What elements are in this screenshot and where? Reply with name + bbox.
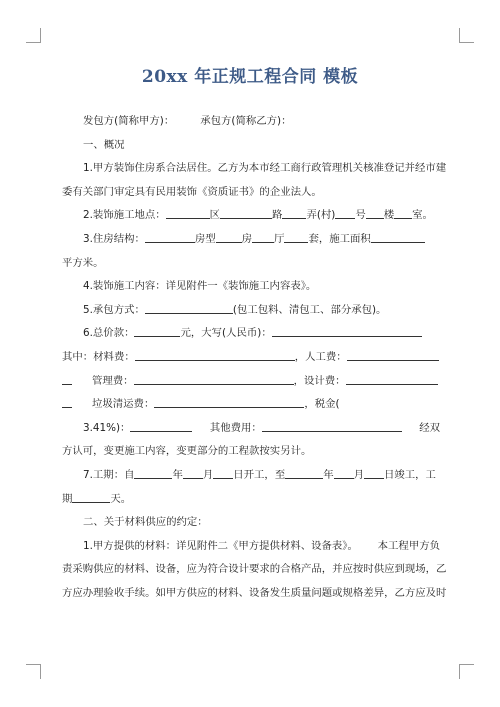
document-title: 20xx 年正规工程合同 模板	[141, 67, 359, 87]
clause-6-management-design: 管理费： ，设计费：	[62, 370, 440, 394]
clause-7-schedule: 7.工期：自 年 月 日开工，至 年 月 日竣工，工	[62, 464, 440, 488]
clause-6-waste-tax: 垃圾清运费： ，税金(	[62, 393, 440, 417]
clause-5-contract-mode: 5.承包方式： (包工包料、清包工、部分承包)。	[62, 299, 440, 323]
clause-6-material-labor: 其中：材料费： ，人工费：	[62, 346, 440, 370]
clause-1-line-1: 1.甲方装饰住房系合法居住。乙方为本市经工商行政管理机关核准登记并经市建	[83, 162, 447, 175]
parties-line: 发包方(简称甲方)： 承包方(简称乙方)：	[83, 115, 292, 127]
clause-4-content: 4.装饰施工内容：详见附件一《装饰施工内容表》。	[83, 280, 317, 293]
sec2-clause-1-line-1: 1.甲方提供的材料：详见附件二《甲方提供材料、设备表》。 本工程甲方负	[83, 539, 440, 552]
clause-7-line-2: 期 天。	[62, 488, 440, 512]
section-2-heading: 二、关于材料供应的约定：	[83, 516, 208, 529]
crop-mark-top-right	[459, 28, 474, 43]
clause-6-total-price: 6.总价款： 元，大写(人民币)：	[62, 322, 440, 346]
clause-6-other-fees: 3.41%)： 其他费用： 经双	[62, 417, 440, 441]
sec2-clause-1-line-3: 方应办理验收手续。如甲方供应的材料、设备发生质量问题或规格差异，乙方应及时	[62, 586, 447, 599]
document-body	[62, 110, 447, 605]
clause-6-line-6: 方认可，变更施工内容，变更部分的工程款按实另计。	[62, 445, 312, 458]
clause-3-structure: 3.住房结构： 房型 房 厅 套，施工面积	[62, 228, 440, 252]
clause-2-site: 2.装饰施工地点： 区 路 弄(村) 号 楼 室。	[62, 204, 440, 228]
section-1-heading: 一、概况	[83, 138, 125, 151]
crop-mark-top-left	[26, 28, 41, 43]
crop-mark-bottom-left	[26, 664, 41, 679]
clause-1-line-2: 委有关部门审定具有民用装饰《资质证书》的企业法人。	[62, 185, 322, 198]
clause-3-line-2: 平方米。	[62, 256, 104, 269]
crop-mark-bottom-right	[459, 664, 474, 679]
sec2-clause-1-line-2: 责采购供应的材料、设备，应为符合设计要求的合格产品，并应按时供应到现场，乙	[62, 563, 447, 576]
